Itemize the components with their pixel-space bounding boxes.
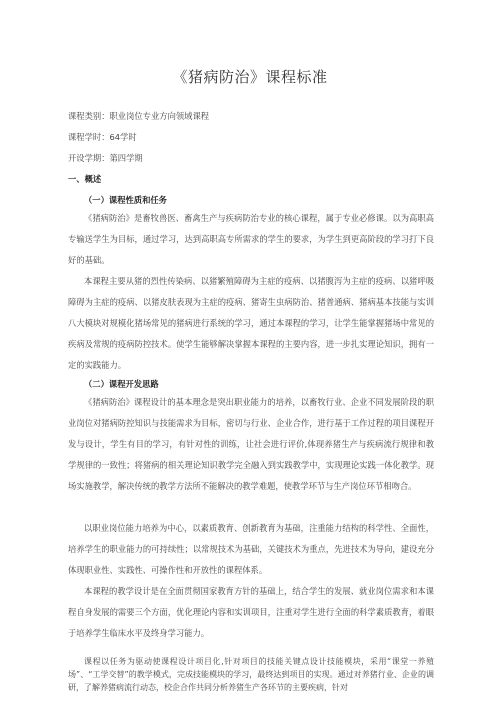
course-semester: 开设学期：第四学期 (68, 153, 143, 163)
paragraph-teaching-design: 本课程的教学设计是在全面贯彻国家教育方针的基础上，结合学生的发展、就业岗位需求和本课程自身发展的需要三个方面，优化理论内容和实训项目，注重对学生进行全面的科学素质教育，着眼于培养学生临床水平及终身学习能力。 (68, 586, 434, 638)
paragraph-task-driven: 课程以任务为驱动使课程设计项目化,针对项目的技能关键点设计技能模块，采用“课堂一养殖场”、“工学交替”的教学模式，完成技能模块的学习，最终达到项目的实现。通过对养猪行业、企业的调研，了解养猪病流行动态，校企合作共同分析养猪生产各环节的主要疾病，针对 (68, 657, 434, 692)
paragraph-course-nature: 《猪病防治》是畜牧兽医、畜禽生产与疾病防治专业的核心课程，属于专业必修课。以为高职高专输送学生为目标，通过学习，达到高职高专所需求的学生的要求，为学生到更高阶段的学习打下良好的基础。 (68, 213, 434, 265)
paragraph-course-modules: 本课程主要从猪的烈性传染病、以猪繁殖障碍为主症的疫病、以猪腹泻为主症的疫病、以猪呼吸障碍为主症的疫病、以猪皮肤表现为主症的疫病、猪寄生虫病防治、猪普通病、猪病基本技能与实训八大模块对规模化猪场常见的猪病进行系统的学习，通过本课程的学习，让学生能掌握猪场中常见的疾病及常规的疫病防控技术。使学生能够解决掌握本课程的主要内容，进一步扎实理论知识，拥有一定的实践能力。 (68, 276, 434, 370)
course-category: 课程类别：职业岗位专业方向领域课程 (68, 111, 210, 121)
subsection-heading-nature: （一）课程性质和任务 (84, 195, 167, 205)
section-heading-overview: 一、概述 (68, 174, 102, 184)
page-title: 《猪病防治》课程标准 (172, 68, 328, 86)
paragraph-competency-focus: 以职业岗位能力培养为中心，以素质教育、创新教育为基础，注重能力结构的科学性、全面性，培养学生的职业能力的可持续性；以常规技术为基础，关键技术为重点，先进技术为导向，建设充分体现职业性、实践性、可操作性和开放性的课程体系。 (68, 523, 434, 575)
subsection-heading-development: （二）课程开发思路 (84, 379, 159, 389)
course-hours: 课程学时：64学时 (68, 132, 137, 142)
paragraph-design-concept: 《猪病防治》课程设计的基本理念是突出职业能力的培养，以畜牧行业、企业不同发展阶段的职业岗位对猪病防控知识与技能需求为目标，密切与行业、企业合作，进行基于工作过程的项目课程开发与设计，学生有目的学习，有针对性的训练，让社会进行评价,体现养猪生产与疾病流行规律和教学规律的一致性；将猪病的相关理论知识教学完全融入到实践教学中，实现理论实践一体化教学。现场实施教学，解决传统的教学方法所不能解决的教学难题，使教学环节与生产岗位环节相吻合。 (68, 397, 434, 491)
